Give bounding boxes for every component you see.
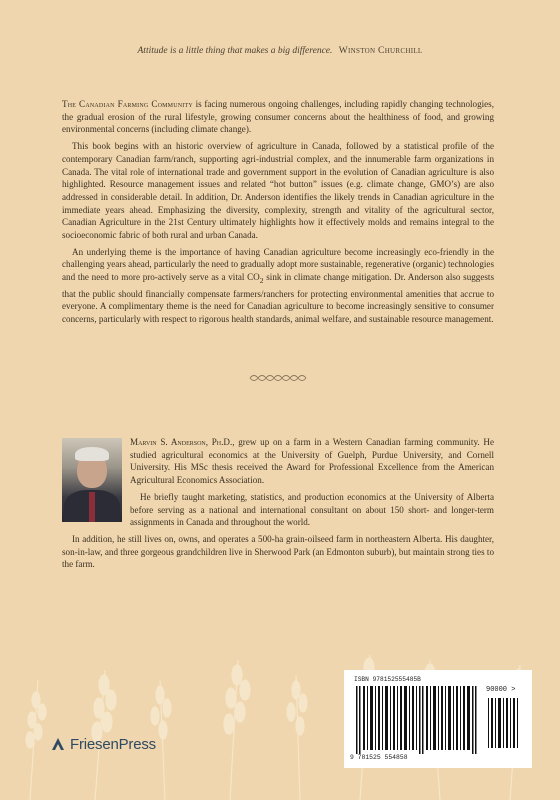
description-paragraph-3 <box>62 246 494 326</box>
publisher-logo <box>50 732 156 756</box>
bio-paragraph-2: He briefly taught marketing, statistics, and production economics at the University of Alberta before serving as a national and international consultant on about 150 short- and longer-term assignments in Canada and throughout the world. <box>130 491 494 528</box>
publisher-name: FriesenPress <box>70 735 156 753</box>
book-description <box>62 98 494 330</box>
description-paragraph-1 <box>62 98 494 136</box>
description-lead: The Canadian Farming Community <box>62 99 193 109</box>
description-paragraph-2: This book begins with an historic overview of agriculture in Canada, followed by a statistical profile of the contemporary Canadian farm/ranch, supporting agri-industrial complex, and the innumerable farm organizations in Canada. The vital role of international trade and government support in the evolution of Canadian agriculture is also highlighted. Resource management issues and related “hot button” issues (e.g. climate change, GMO’s) are also addressed in considerable detail. In addition, Dr. Anderson identifies the likely trends in Canadian agriculture in the immediate years ahead. Emphasizing the diversity, complexity, strength and vitality of the agricultural sector, Canadian Agriculture in the 21st Century ultimately highlights how it effectively molds and remains integral to the socioeconomic fabric of both rural and urban Canada. <box>62 141 494 241</box>
description-p3-text-b: sink in climate change mitigation. Dr. Anderson also suggests that the public should financially compensate farmers/ranchers for protecting environmental amenities that accrue to everyone. A complimentary theme is the need for Canadian agriculture to become increasingly sensitive to consumer concerns, particularly with respect to rigorous health standards, animal welfare, and sustainable resource management. <box>62 272 494 325</box>
bio-paragraph-1 <box>62 436 494 487</box>
ornament-divider <box>240 372 320 384</box>
price-code: 90000 > <box>486 686 516 694</box>
barcode-bars <box>354 686 524 754</box>
description-p3-text-a: An underlying theme is the importance of having Canadian agriculture become increasingly eco-friendly in the challenging years ahead, particularly the need to gradually adopt more sustainable, regenerative (organic) technologies and the need to more pro-actively serve as a vital CO <box>62 246 494 283</box>
bio-paragraph-3: In addition, he still lives on, owns, and operates a 500-ha grain-oilseed farm in northeastern Alberta. His daughter, son-in-law, and three gorgeous grandchildren live in Sherwood Park (an Edmonton suburb), but maintain strong ties to the farm. <box>62 533 494 570</box>
co2-subscript: 2 <box>259 275 264 285</box>
epigraph-text: Attitude is a little thing that makes a big difference. <box>137 46 333 56</box>
epigraph <box>0 46 560 56</box>
publisher-mark-icon <box>50 736 66 752</box>
description-p1-text: is facing numerous ongoing challenges, including rapidly changing technologies, the gradual erosion of the rural lifestyle, growing consumer concerns about the healthiness of food, and growing environmental concerns (including climate change). <box>62 99 494 135</box>
isbn-text: ISBN 978152555485B <box>354 676 421 683</box>
author-name: Marvin S. Anderson, Ph.D. <box>130 437 233 447</box>
ean-digits: 9 781525 554858 <box>350 754 408 761</box>
author-photo <box>62 438 122 522</box>
barcode <box>344 670 532 768</box>
bio-p1-text: , grew up on a farm in a Western Canadian farming community. He studied agricultural economics at the University of Guelph, Purdue University, and Cornell University. His MSc thesis received the Award for Professional Excellence from the American Agricultural Economics Association. <box>130 437 495 486</box>
author-bio <box>62 436 494 575</box>
epigraph-author: Winston Churchill <box>338 46 423 56</box>
